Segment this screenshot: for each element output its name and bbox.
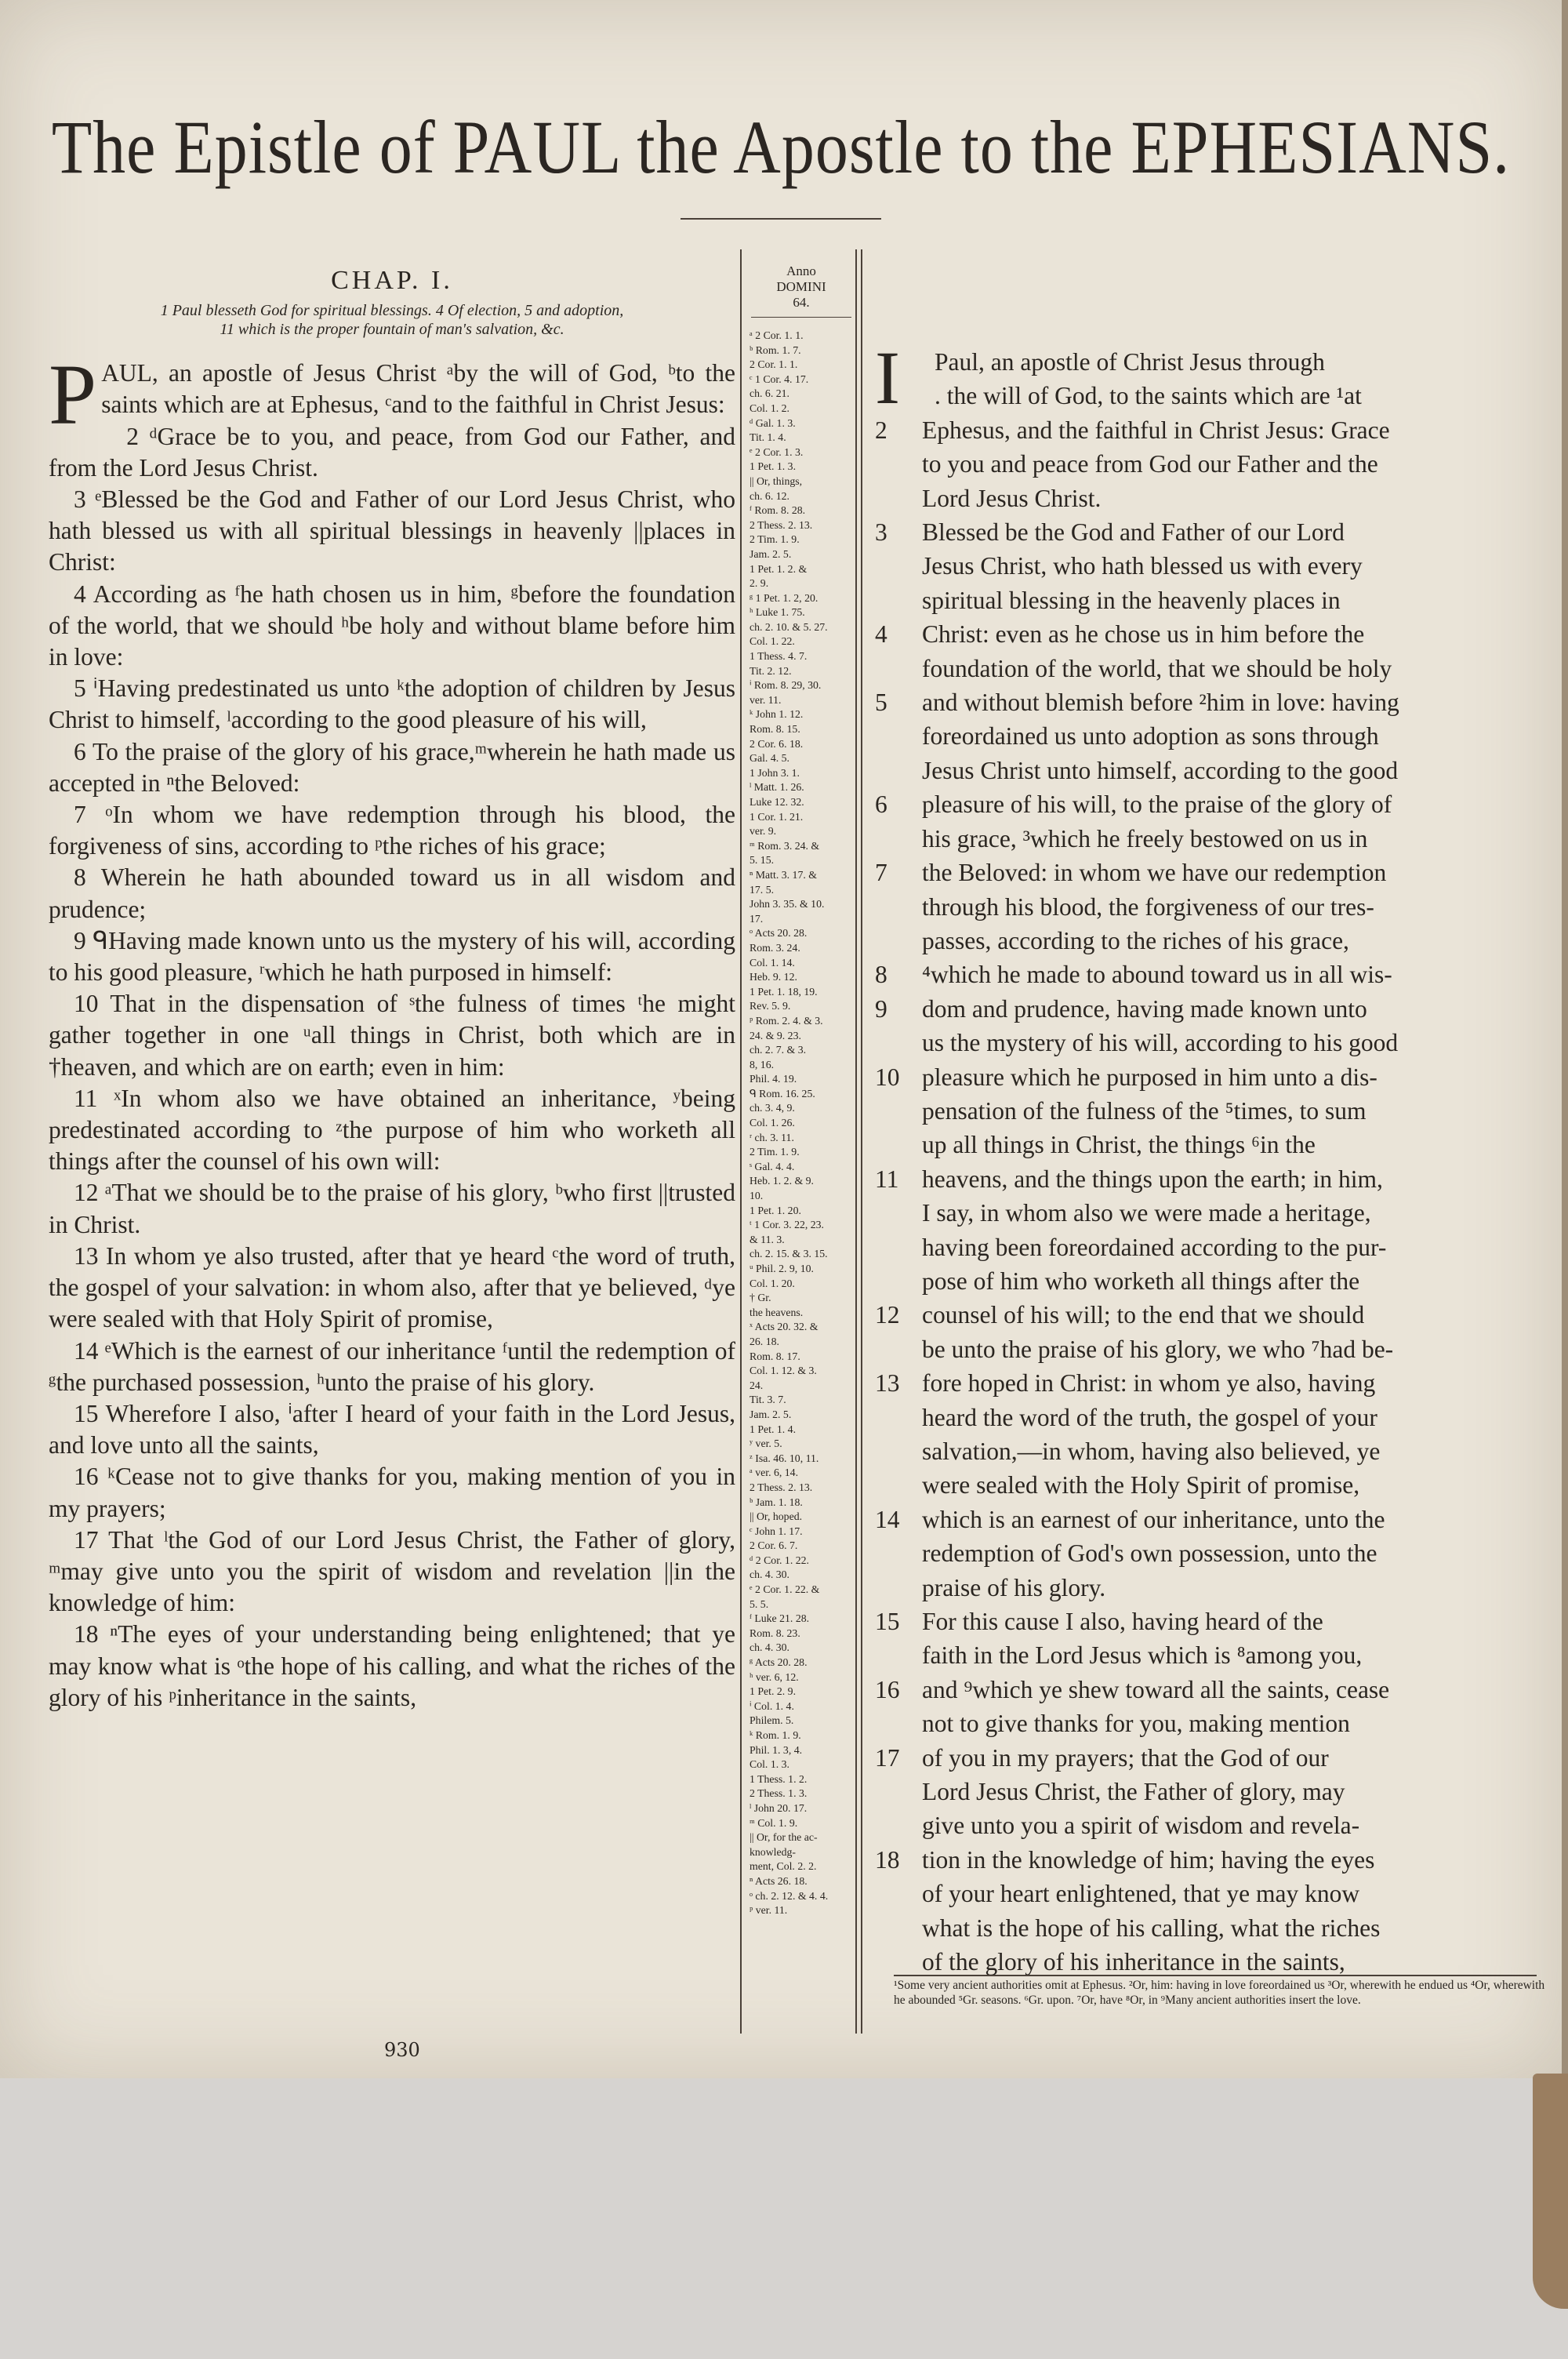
cross-reference: ᵗ 1 Cor. 3. 22, 23.	[750, 1219, 825, 1231]
rv-line	[875, 822, 1541, 856]
cross-reference: Rom. 3. 24.	[750, 941, 800, 954]
cross-reference: ˡ Matt. 1. 26.	[750, 781, 804, 794]
cross-reference: 1 Pet. 1. 4.	[750, 1423, 797, 1435]
verse-number: 5	[875, 689, 887, 717]
rv-line	[875, 1605, 1541, 1638]
cross-reference: ch. 4. 30.	[750, 1568, 789, 1581]
rv-line-text: Lord Jesus Christ.	[922, 484, 1102, 512]
cross-reference: ᵇ Jam. 1. 18.	[750, 1496, 803, 1508]
cross-reference: Heb. 1. 2. & 9.	[750, 1175, 815, 1187]
rv-line	[875, 1060, 1541, 1094]
cross-reference: 2 Thess. 1. 3.	[750, 1787, 808, 1800]
rv-line-text: of your heart enlightened, that ye may know	[922, 1880, 1360, 1908]
cross-reference: Tit. 2. 12.	[750, 664, 792, 677]
cross-reference: 5. 15.	[750, 854, 775, 867]
rv-line-text: Jesus Christ, who hath blessed us with every	[922, 552, 1363, 580]
rv-line	[875, 1230, 1541, 1264]
cross-reference: 24.	[750, 1379, 764, 1391]
rv-line-text: fore hoped in Christ: in whom ye also, having	[922, 1369, 1376, 1398]
verse-number: 14	[875, 1505, 900, 1533]
cross-reference: knowledg-	[750, 1845, 797, 1858]
cross-reference: Jam. 2. 5.	[750, 1408, 792, 1420]
rv-line-text: pleasure which he purposed in him unto a dis-	[922, 1063, 1377, 1091]
rv-line-text: Ephesus, and the faithful in Christ Jesus: Grace	[922, 416, 1390, 444]
verse-number: 2	[875, 416, 887, 444]
cross-reference: 1 Pet. 1. 20.	[750, 1204, 801, 1216]
verse-text: 9 ᑫHaving made known unto us the mystery of his will, according to his good pleasure, ʳwhich he hath purposed in himself:	[49, 926, 735, 987]
domini-label: DOMINI	[776, 279, 826, 294]
cross-reference: ᵒ ch. 2. 12. & 4. 4.	[750, 1889, 829, 1902]
chapter-summary-line: 11 which is the proper fountain of man's salvation, &c.	[220, 321, 564, 339]
cross-reference: ch. 2. 15. & 3. 15.	[750, 1248, 828, 1260]
rv-line-text: not to give thanks for you, making mention	[922, 1710, 1350, 1738]
drop-cap: I	[875, 336, 900, 420]
rv-line	[875, 992, 1541, 1026]
cross-reference: Col. 1. 3.	[750, 1758, 789, 1771]
cross-reference: 2 Tim. 1. 9.	[750, 533, 800, 546]
verse-text: 15 Wherefore I also, ⁱafter I heard of your faith in the Lord Jesus, and love unto all the saints,	[49, 1399, 735, 1459]
reference-list	[742, 324, 861, 1918]
cross-reference: ⁿ Matt. 3. 17. &	[750, 868, 817, 881]
rv-line-text: praise of his glory.	[922, 1573, 1106, 1601]
cross-reference: Rom. 8. 17.	[750, 1350, 800, 1362]
cross-reference: ᵈ Gal. 1. 3.	[750, 416, 796, 429]
rv-line	[875, 549, 1541, 583]
rv-line	[875, 958, 1541, 991]
cross-reference: Col. 1. 22.	[750, 635, 795, 648]
cross-reference: Rom. 8. 15.	[750, 723, 800, 736]
cross-reference: 17.	[750, 912, 764, 925]
rv-line	[875, 1843, 1541, 1877]
cross-reference: Luke 12. 32.	[750, 796, 804, 808]
verse-number: 10	[875, 1063, 900, 1091]
cross-reference: 17. 5.	[750, 883, 775, 896]
rv-line	[875, 1808, 1541, 1842]
cross-reference: Philem. 5.	[750, 1714, 794, 1727]
rv-line-text: pensation of the fulness of the ⁵times, to sum	[922, 1096, 1367, 1125]
cross-reference: ᵖ Rom. 2. 4. & 3.	[750, 1014, 823, 1027]
cross-reference: Gal. 4. 5.	[750, 752, 789, 765]
rv-line	[875, 482, 1541, 515]
page-title: The Epistle of PAUL the Apostle to the EPHESIANS.	[51, 106, 1511, 190]
cross-reference: ᶜ 1 Cor. 4. 17.	[750, 373, 809, 385]
cross-reference: ˡ John 20. 17.	[750, 1801, 808, 1814]
cross-reference: ˣ Acts 20. 32. &	[750, 1321, 818, 1333]
verse-number: 3	[875, 518, 887, 547]
rv-line-text: For this cause I also, having heard of the	[922, 1608, 1323, 1636]
verse-text: 18 ⁿThe eyes of your understanding being enlightened; that ye may know what is ᵒthe hope of his calling, and what the riches of the glory of his ᵖinheritance in the saints,	[49, 1620, 735, 1711]
cross-reference: 2 Cor. 6. 7.	[750, 1539, 798, 1552]
rv-line	[875, 1503, 1541, 1536]
rv-line	[875, 1945, 1541, 1979]
cross-reference: John 3. 35. & 10.	[750, 898, 825, 911]
title-divider	[681, 218, 881, 220]
cross-reference: ᵏ John 1. 12.	[750, 708, 804, 721]
rv-line	[875, 1094, 1541, 1128]
cross-reference: 10.	[750, 1190, 764, 1202]
cross-reference: ᵈ 2 Cor. 1. 22.	[750, 1554, 809, 1566]
cross-reference: ⁱ Rom. 8. 29, 30.	[750, 679, 822, 692]
cross-reference: Col. 1. 14.	[750, 956, 795, 969]
cross-reference: ch. 4. 30.	[750, 1641, 789, 1654]
rv-line	[875, 856, 1541, 889]
rv-line-text: and without blemish before ²him in love: having	[922, 689, 1399, 717]
verse-text: 16 ᵏCease not to give thanks for you, making mention of you in my prayers;	[49, 1463, 735, 1522]
footnote-divider	[894, 1975, 1537, 1976]
cross-reference: ment, Col. 2. 2.	[750, 1860, 817, 1873]
cross-reference: ᵍ Acts 20. 28.	[750, 1656, 808, 1669]
verse-number: 9	[875, 994, 887, 1023]
cross-reference: ʸ ver. 5.	[750, 1438, 782, 1450]
cross-reference: || Or, for the ac-	[750, 1831, 818, 1844]
verse-number: 4	[875, 620, 887, 649]
rv-line	[875, 583, 1541, 617]
cross-reference: 1 Pet. 1. 2. &	[750, 562, 808, 575]
rv-column	[875, 336, 1541, 1979]
rv-line-text: ⁴which he made to abound toward us in all wis-	[922, 961, 1392, 989]
rv-line-text: spiritual blessing in the heavenly places in	[922, 586, 1341, 614]
rv-line-text: be unto the praise of his glory, we who ⁷had be-	[922, 1335, 1394, 1363]
cross-reference: ʰ Luke 1. 75.	[750, 606, 805, 619]
rv-line	[875, 1707, 1541, 1740]
chapter-summary-line: 1 Paul blesseth God for spiritual blessings. 4 Of election, 5 and adoption,	[160, 302, 624, 320]
verse-text: AUL, an apostle of Jesus Christ ᵃby the will of God, ᵇto the saints which are at Ephesus, ᶜand to the faithful in Christ Jesus:	[101, 359, 735, 419]
verse-number: 8	[875, 961, 887, 989]
rv-line-text: give unto you a spirit of wisdom and revela-	[922, 1812, 1360, 1840]
rv-line	[875, 1775, 1541, 1808]
cross-reference: Jam. 2. 5.	[750, 547, 792, 560]
cross-reference: 1 Thess. 1. 2.	[750, 1772, 808, 1785]
rv-line	[875, 1196, 1541, 1230]
cross-reference: ⁱ Col. 1. 4.	[750, 1699, 794, 1712]
rv-line-text: redemption of God's own possession, unto the	[922, 1539, 1377, 1568]
cross-reference: ᵘ Phil. 2. 9, 10.	[750, 1263, 814, 1274]
verse-text: 4 According as ᶠhe hath chosen us in him, ᵍbefore the foundation of the world, that we should ʰbe holy and without blame before him in love:	[49, 580, 735, 671]
verse-text: 11 ˣIn whom also we have obtained an inheritance, ʸbeing predestinated according to ᶻthe purpose of him who worketh all things after the counsel of his own will:	[49, 1084, 735, 1176]
cross-reference: ᵃ 2 Cor. 1. 1.	[750, 329, 804, 341]
rv-line-text: tion in the knowledge of him; having the eyes	[922, 1845, 1375, 1874]
verse-text: 17 That ˡthe God of our Lord Jesus Christ, the Father of glory, ᵐmay give unto you the spirit of wisdom and revelation ||in the knowledge of him:	[49, 1525, 735, 1617]
rv-line	[875, 1434, 1541, 1468]
cross-reference: ch. 6. 21.	[750, 387, 789, 400]
cross-reference: ᵉ 2 Cor. 1. 3.	[750, 445, 804, 458]
cross-reference: Phil. 1. 3, 4.	[750, 1743, 803, 1756]
rv-line	[875, 685, 1541, 719]
anno-domini	[751, 264, 851, 318]
rv-line	[875, 447, 1541, 481]
rv-line-text: heavens, and the things upon the earth; in him,	[922, 1165, 1383, 1193]
rv-line	[875, 787, 1541, 821]
rv-line	[875, 1638, 1541, 1672]
verse-text: 13 In whom ye also trusted, after that ye heard ᶜthe word of truth, the gospel of your salvation: in whom also, after that ye believed, ᵈye were sealed with that Holy Spirit of promise,	[49, 1241, 735, 1333]
rv-line	[875, 652, 1541, 685]
verse-text: 10 That in the dispensation of ˢthe fulness of times ᵗhe might gather together in one ᵘall things in Christ, both which are in †heaven, and which are on earth; even in him:	[49, 990, 735, 1081]
rv-line	[875, 1741, 1541, 1775]
rv-line-text: foreordained us unto adoption as sons through	[922, 722, 1379, 751]
cross-reference: 2 Tim. 1. 9.	[750, 1146, 800, 1158]
verse-text: 14 ᵉWhich is the earnest of our inheritance ᶠuntil the redemption of ᵍthe purchased possession, ʰunto the praise of his glory.	[49, 1336, 735, 1396]
cross-reference: Tit. 1. 4.	[750, 431, 786, 444]
cross-reference: ch. 2. 10. & 5. 27.	[750, 620, 828, 633]
cross-reference: ʰ ver. 6, 12.	[750, 1670, 799, 1683]
rv-line	[875, 719, 1541, 753]
rv-line	[875, 1673, 1541, 1707]
verse-number: 18	[875, 1845, 900, 1874]
cross-reference: ᶜ John 1. 17.	[750, 1525, 803, 1537]
rv-line-text: were sealed with the Holy Spirit of promise,	[922, 1471, 1360, 1499]
cross-reference: ᵐ Rom. 3. 24. &	[750, 839, 820, 852]
year-label: 64.	[793, 295, 810, 310]
cross-reference: Col. 1. 12. & 3.	[750, 1365, 817, 1377]
rv-line-text: up all things in Christ, the things ⁶in the	[922, 1131, 1316, 1159]
cross-reference: ver. 9.	[750, 825, 777, 838]
rv-line-text: Jesus Christ unto himself, according to the good	[922, 756, 1399, 784]
verse-number: 6	[875, 791, 887, 819]
cross-reference: ch. 6. 12.	[750, 489, 789, 502]
cross-reference: ᵖ ver. 11.	[750, 1904, 788, 1917]
cross-reference: 1 Pet. 1. 3.	[750, 460, 797, 473]
cross-reference: 26. 18.	[750, 1335, 779, 1347]
cross-reference: ᵃ ver. 6, 14.	[750, 1467, 799, 1479]
rv-line-text: what is the hope of his calling, what the riches	[922, 1914, 1381, 1942]
verse-text: 5 ⁱHaving predestinated us unto ᵏthe adoption of children by Jesus Christ to himself, ˡaccording to the good pleasure of his will,	[49, 674, 735, 734]
rv-line	[875, 379, 1541, 413]
verse-number: 7	[875, 859, 887, 887]
rv-line-text: of the glory of his inheritance in the saints,	[922, 1948, 1345, 1976]
verse-text: 12 ᵃThat we should be to the praise of his glory, ᵇwho first ||trusted in Christ.	[49, 1179, 735, 1238]
verse-text: 8 Wherein he hath abounded toward us in all wisdom and prudence;	[49, 863, 735, 923]
rv-line-text: passes, according to the riches of his grace,	[922, 926, 1349, 954]
rv-line-text: Christ: even as he chose us in him before the	[922, 620, 1365, 649]
rv-line-text: foundation of the world, that we should be holy	[922, 654, 1392, 682]
cross-reference: Col. 1. 2.	[750, 402, 789, 414]
cross-reference: ᶠ Rom. 8. 28.	[750, 504, 806, 517]
kjv-verses	[49, 347, 735, 1714]
rv-line-text: Lord Jesus Christ, the Father of glory, may	[922, 1778, 1345, 1806]
cross-reference: ᑫ Rom. 16. 25.	[750, 1087, 815, 1100]
cross-reference: 2. 9.	[750, 577, 769, 590]
cross-reference: 1 Pet. 2. 9.	[750, 1685, 797, 1698]
cross-reference: ʳ ch. 3. 11.	[750, 1131, 794, 1143]
cross-reference: 2 Cor. 6. 18.	[750, 737, 804, 750]
rv-line-text: to you and peace from God our Father and the	[922, 450, 1378, 478]
rv-line-text: pleasure of his will, to the praise of the glory of	[922, 791, 1392, 819]
chapter-heading: CHAP. I.	[331, 266, 453, 295]
cross-reference: 1 John 3. 1.	[750, 766, 800, 779]
kjv-column	[49, 259, 735, 1714]
cross-reference: ᶠ Luke 21. 28.	[750, 1612, 810, 1625]
verse-number: 16	[875, 1675, 900, 1703]
verse-number: 12	[875, 1301, 900, 1329]
verse-text: 6 To the praise of the glory of his grace,ᵐwherein he hath made us accepted in ⁿthe Beloved:	[49, 737, 735, 797]
verse-number: 11	[875, 1165, 899, 1193]
rv-line	[875, 345, 1541, 379]
rv-line-text: and ⁹which ye shew toward all the saints, cease	[922, 1675, 1390, 1703]
page-edge	[1562, 0, 1568, 2078]
rv-line-text: I say, in whom also we were made a heritage,	[922, 1199, 1371, 1227]
cross-reference: ˢ Gal. 4. 4.	[750, 1160, 795, 1172]
cross-reference: 24. & 9. 23.	[750, 1029, 801, 1041]
cross-reference: ᵏ Rom. 1. 9.	[750, 1729, 801, 1741]
rv-line-text: pose of him who worketh all things after the	[922, 1267, 1360, 1295]
rv-line	[875, 1162, 1541, 1196]
rv-line-text: Blessed be the God and Father of our Lord	[922, 518, 1345, 547]
cross-reference: Col. 1. 20.	[750, 1277, 795, 1289]
rv-line	[875, 1401, 1541, 1434]
cross-reference: || Or, things,	[750, 474, 803, 487]
verse-text: 3 ᵉBlessed be the God and Father of our Lord Jesus Christ, who hath blessed us with all spiritual blessings in heavenly ||places in Christ:	[49, 485, 735, 576]
verse-number: 13	[875, 1369, 900, 1398]
chapter-summary	[49, 301, 735, 339]
cross-reference: the heavens.	[750, 1306, 804, 1318]
cross-reference: Tit. 3. 7.	[750, 1394, 786, 1406]
rv-line	[875, 1026, 1541, 1060]
cross-reference: Col. 1. 26.	[750, 1117, 795, 1129]
cross-reference: ⁿ Acts 26. 18.	[750, 1874, 808, 1887]
cross-reference: † Gr.	[750, 1292, 771, 1304]
footnotes: ¹Some very ancient authorities omit at Ephesus. ²Or, him: having in love foreordained us ³Or, wherewith he endued us ⁴Or, wherewith he abounded ⁵Gr. seasons. ⁶Gr. upon. ⁷Or, have ⁸Or, in ⁹Many ancient authorities insert the love.	[894, 1979, 1545, 2007]
cross-reference: 8, 16.	[750, 1058, 775, 1070]
cross-reference: 2 Thess. 2. 13.	[750, 518, 813, 531]
rv-line	[875, 413, 1541, 447]
rv-line-text: faith in the Lord Jesus which is ⁸among you,	[922, 1641, 1363, 1670]
rv-line	[875, 1468, 1541, 1502]
cross-reference: || Or, hoped.	[750, 1510, 803, 1523]
cross-reference: 1 Thess. 4. 7.	[750, 650, 808, 663]
cross-reference: Heb. 9. 12.	[750, 971, 797, 983]
cross-reference: ver. 11.	[750, 693, 782, 706]
marginal-references	[740, 249, 862, 2034]
rv-line	[875, 1332, 1541, 1366]
verse-text: 2 ᵈGrace be to you, and peace, from God our Father, and from the Lord Jesus Christ.	[49, 422, 735, 482]
cross-reference: ch. 2. 7. & 3.	[750, 1044, 807, 1056]
page-number: 930	[384, 2039, 420, 2061]
rv-line-text: Paul, an apostle of Christ Jesus through	[935, 348, 1325, 376]
rv-line-text: his grace, ³which he freely bestowed on us in	[922, 824, 1368, 852]
cross-reference: ᵍ 1 Pet. 1. 2, 20.	[750, 591, 818, 604]
rv-line-text: counsel of his will; to the end that we should	[922, 1301, 1365, 1329]
cross-reference: ᶻ Isa. 46. 10, 11.	[750, 1452, 819, 1464]
rv-line	[875, 1128, 1541, 1161]
cross-reference: ᵇ Rom. 1. 7.	[750, 343, 801, 356]
rv-line-text: through his blood, the forgiveness of our tres-	[922, 892, 1374, 921]
rv-line	[875, 617, 1541, 651]
rv-line	[875, 1366, 1541, 1400]
cross-reference: 1 Pet. 1. 18, 19.	[750, 985, 818, 998]
cross-reference: Phil. 4. 19.	[750, 1073, 797, 1085]
rv-line-text: dom and prudence, having made known unto	[922, 994, 1367, 1023]
rv-line	[875, 890, 1541, 924]
cross-reference: 2 Thess. 2. 13.	[750, 1481, 813, 1493]
cross-reference: ᵒ Acts 20. 28.	[750, 927, 808, 940]
verse-number: 17	[875, 1743, 900, 1772]
rv-line	[875, 1877, 1541, 1910]
rv-line-text: having been foreordained according to the pur-	[922, 1233, 1387, 1261]
cross-reference: 5. 5.	[750, 1598, 769, 1610]
rv-line	[875, 1911, 1541, 1945]
rv-line-text: heard the word of the truth, the gospel of your	[922, 1403, 1377, 1431]
cross-reference: ᵐ Col. 1. 9.	[750, 1816, 798, 1829]
torn-corner	[1533, 2074, 1568, 2309]
rv-line-text: of you in my prayers; that the God of our	[922, 1743, 1329, 1772]
rv-line	[875, 754, 1541, 787]
rv-line-text: salvation,—in whom, having also believed, ye	[922, 1438, 1381, 1465]
cross-reference: ch. 3. 4, 9.	[750, 1102, 795, 1114]
rv-line-text: which is an earnest of our inheritance, unto the	[922, 1505, 1385, 1533]
rv-line-text: the Beloved: in whom we have our redemption	[922, 859, 1387, 887]
rv-line	[875, 1264, 1541, 1298]
rv-line	[875, 1298, 1541, 1332]
cross-reference: 2 Cor. 1. 1.	[750, 358, 798, 371]
cross-reference: Rev. 5. 9.	[750, 1000, 791, 1012]
rv-line	[875, 515, 1541, 549]
drop-cap: P	[49, 347, 97, 443]
cross-reference: & 11. 3.	[750, 1233, 785, 1245]
anno-label: Anno	[786, 264, 816, 278]
rv-line-text: us the mystery of his will, according to his good	[922, 1029, 1399, 1057]
verse-text: 7 ᵒIn whom we have redemption through his blood, the forgiveness of sins, according to ᵖthe riches of his grace;	[49, 801, 735, 860]
rv-line	[875, 1536, 1541, 1570]
cross-reference: 1 Cor. 1. 21.	[750, 810, 804, 823]
cross-reference: Rom. 8. 23.	[750, 1627, 800, 1639]
rv-line	[875, 1571, 1541, 1605]
verse-number: 15	[875, 1608, 900, 1636]
rv-line-text: . the will of God, to the saints which are ¹at	[935, 382, 1362, 410]
rv-line	[875, 924, 1541, 958]
cross-reference: ᵉ 2 Cor. 1. 22. &	[750, 1583, 820, 1596]
